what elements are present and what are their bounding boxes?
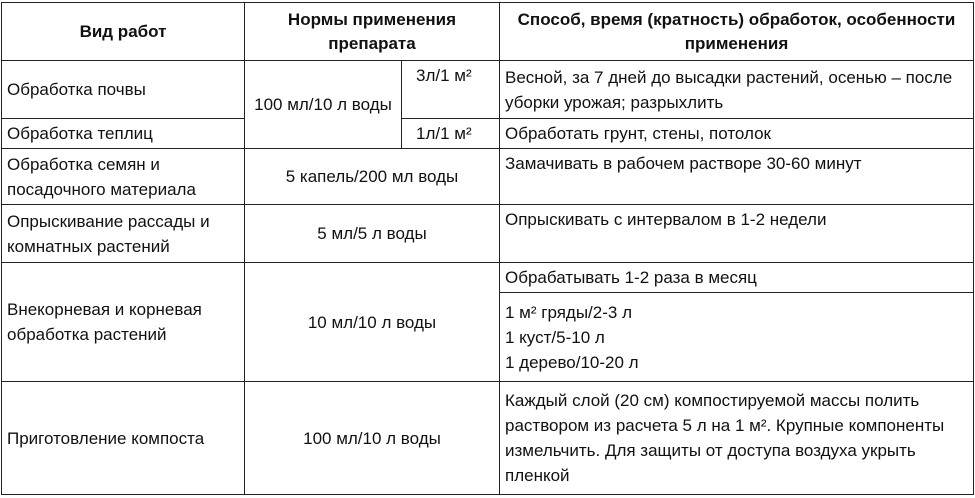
soil-area-rate-cell: 3л/1 м²	[402, 61, 500, 119]
table-row	[2, 263, 974, 293]
spray-work-cell: Опрыскивание рассады и комнатных растений	[2, 205, 245, 263]
greenhouse-area-rate-cell: 1л/1 м²	[402, 119, 500, 149]
seeds-norm-cell: 5 капель/200 мл воды	[245, 149, 500, 205]
table-row	[2, 205, 974, 263]
table-row	[2, 149, 974, 205]
table-row	[2, 382, 974, 495]
table-row	[2, 119, 974, 149]
compost-norm-cell: 100 мл/10 л воды	[245, 382, 500, 495]
foliar-frequency-cell: Обрабатывать 1-2 раза в месяц	[500, 263, 974, 293]
foliar-dosage-cell	[500, 293, 974, 382]
header-row	[2, 3, 974, 61]
soil-greenhouse-norm-cell: 100 мл/10 л воды	[245, 61, 402, 149]
spray-method-cell: Опрыскивать с интервалом в 1-2 недели	[500, 205, 974, 263]
foliar-dosage-line: 1 м² гряды/2-3 л	[505, 302, 632, 322]
seeds-method-cell: Замачивать в рабочем растворе 30-60 минут	[500, 149, 974, 205]
header-work-type: Вид работ	[2, 3, 245, 61]
header-method: Способ, время (кратность) обработок, особенности применения	[500, 3, 974, 61]
application-norms-table	[1, 2, 974, 495]
spray-norm-cell: 5 мл/5 л воды	[245, 205, 500, 263]
foliar-dosage-line: 1 дерево/10-20 л	[505, 352, 639, 372]
soil-work-cell: Обработка почвы	[2, 61, 245, 119]
table-row	[2, 61, 974, 119]
compost-work-cell: Приготовление компоста	[2, 382, 245, 495]
foliar-dosage-line: 1 куст/5-10 л	[505, 327, 605, 347]
header-norms: Нормы применения препарата	[245, 3, 500, 61]
seeds-work-cell: Обработка семян и посадочного материала	[2, 149, 245, 205]
soil-method-cell: Весной, за 7 дней до высадки растений, осенью – после уборки урожая; разрыхлить	[500, 61, 974, 119]
greenhouse-method-cell: Обработать грунт, стены, потолок	[500, 119, 974, 149]
greenhouse-work-cell: Обработка теплиц	[2, 119, 245, 149]
foliar-work-cell: Внекорневая и корневая обработка растений	[2, 263, 245, 382]
compost-method-cell: Каждый слой (20 см) компостируемой массы полить раствором из расчета 5 л на 1 м². Крупные компоненты измельчить. Для защиты от доступа воздуха укрыть пленкой	[500, 382, 974, 495]
foliar-norm-cell: 10 мл/10 л воды	[245, 263, 500, 382]
